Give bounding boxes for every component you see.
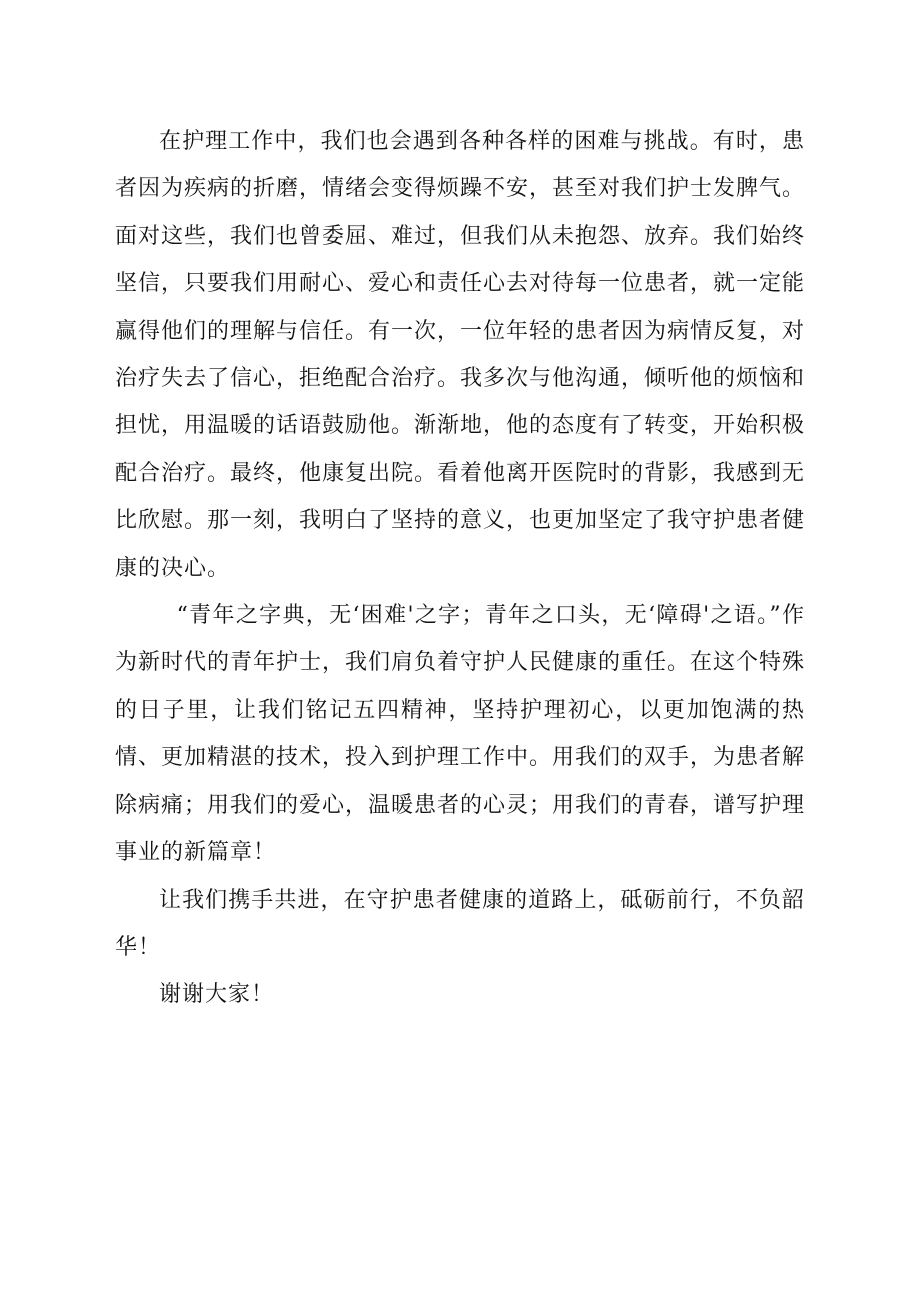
document-body <box>115 118 805 1019</box>
paragraph-youth-quote: “青年之字典，无‘困难'之字；青年之口头，无‘障碍'之语。”作为新时代的青年护士，我们肩负着守护人民健康的重任。在这个特殊的日子里，让我们铭记五四精神，坚持护理初心，以更加饱满的热情、更加精湛的技术，投入到护理工作中。用我们的双手，为患者解除病痛；用我们的爱心，温暖患者的心灵；用我们的青春，谱写护理事业的新篇章！ <box>115 603 806 866</box>
paragraph-call-to-action: 让我们携手共进，在守护患者健康的道路上，砥砺前行，不负韶华！ <box>115 887 805 960</box>
paragraph-challenges: 在护理工作中，我们也会遇到各种各样的困难与挑战。有时，患者因为疾病的折磨，情绪会变得烦躁不安，甚至对我们护士发脾气。面对这些，我们也曾委屈、难过，但我们从未抱怨、放弃。我们始终坚信，只要我们用耐心、爱心和责任心去对待每一位患者，就一定能赢得他们的理解与信任。有一次，一位年轻的患者因为病情反复，对治疗失去了信心，拒绝配合治疗。我多次与他沟通，倾听他的烦恼和担忧，用温暖的话语鼓励他。渐渐地，他的态度有了转变，开始积极配合治疗。最终，他康复出院。看着他离开医院时的背影，我感到无比欣慰。那一刻，我明白了坚持的意义，也更加坚定了我守护患者健康的决心。 <box>115 129 806 581</box>
paragraph-thanks: 谢谢大家！ <box>159 982 275 1008</box>
